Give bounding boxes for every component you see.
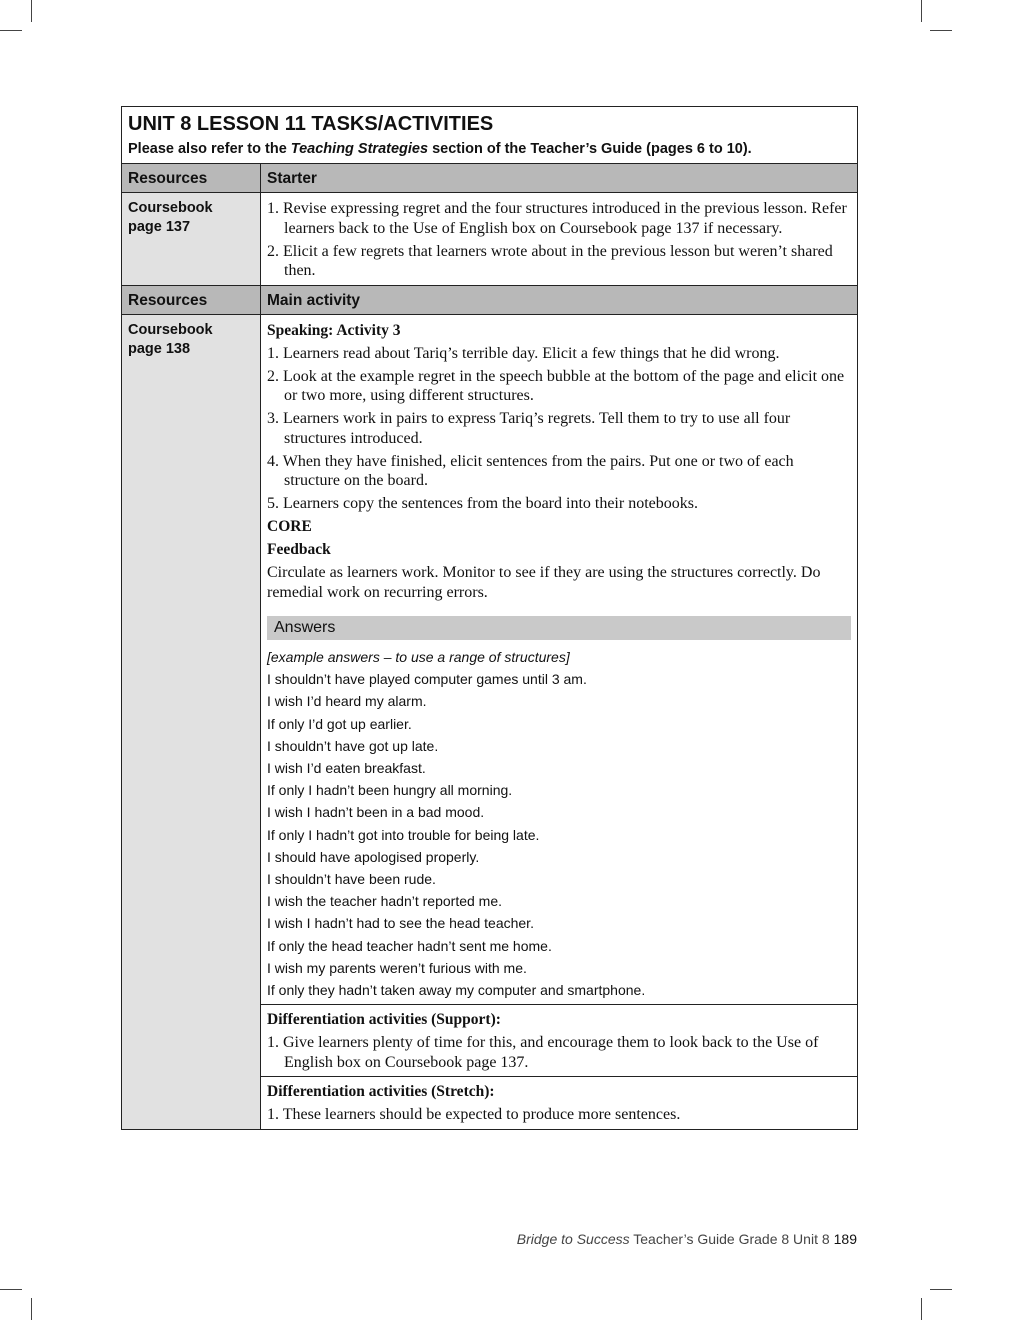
main-activity-heading: Main activity xyxy=(267,291,361,309)
list-item: 1. Revise expressing regret and the four structures introduced in the previous lesson. Refer learners back to the Use of English box on Coursebook page 137 if necessary. xyxy=(267,200,847,237)
answer-item: I shouldn’t have got up late. xyxy=(267,737,439,754)
answer-item: I shouldn’t have played computer games until 3 am. xyxy=(267,671,587,688)
main-header-row xyxy=(122,286,857,315)
support-label: Differentiation activities (Support): xyxy=(267,1011,501,1029)
activity-title: Speaking: Activity 3 xyxy=(267,321,401,339)
starter-heading: Starter xyxy=(267,170,317,187)
resource-line: page 137 xyxy=(128,219,191,235)
page-number: 189 xyxy=(833,1231,857,1247)
lesson-table xyxy=(121,106,858,1130)
starter-content xyxy=(261,193,857,285)
answer-item: If only I hadn’t been hungry all morning. xyxy=(267,782,513,799)
answer-item: I wish my parents weren’t furious with me. xyxy=(267,959,527,976)
answer-item: I wish the teacher hadn’t reported me. xyxy=(267,893,503,910)
answer-item: I wish I’d heard my alarm. xyxy=(267,693,427,710)
support-block xyxy=(261,1004,857,1076)
resources-heading: Resources xyxy=(128,170,208,187)
resource-line: Coursebook xyxy=(128,321,213,338)
stretch-label: Differentiation activities (Stretch): xyxy=(267,1083,495,1101)
crop-mark xyxy=(0,30,22,31)
lesson-title: UNIT 8 LESSON 11 TASKS/ACTIVITIES xyxy=(128,113,494,135)
subtitle-text: section of the Teacher’s Guide (pages 6 to 10). xyxy=(428,141,752,157)
feedback-label: Feedback xyxy=(267,541,331,558)
list-item: 2. Elicit a few regrets that learners wrote about in the previous lesson but weren’t shared then. xyxy=(267,242,833,279)
stretch-block xyxy=(261,1076,857,1129)
subtitle-emphasis: Teaching Strategies xyxy=(290,141,429,157)
core-label: CORE xyxy=(267,518,312,535)
crop-mark xyxy=(921,1298,922,1320)
feedback-text: Circulate as learners work. Monitor to see if they are using the structures correctly. Do remedial work on recurring errors. xyxy=(267,564,821,601)
subtitle-text: Please also refer to the xyxy=(128,141,291,157)
crop-mark xyxy=(31,1298,32,1320)
list-item: 1. Learners read about Tariq’s terrible day. Elicit a few things that he did wrong. xyxy=(267,344,780,362)
page-footer xyxy=(0,1231,857,1247)
main-body-row xyxy=(122,315,857,1129)
main-resource xyxy=(122,315,260,365)
list-item: 1. Give learners plenty of time for this, and encourage them to look back to the Use of English box on Coursebook page 137. xyxy=(267,1034,819,1071)
crop-mark xyxy=(31,0,32,22)
main-content xyxy=(261,315,857,1129)
lesson-header xyxy=(122,107,857,164)
resource-line: page 138 xyxy=(128,340,191,357)
crop-mark xyxy=(0,1289,22,1290)
resources-heading: Resources xyxy=(128,291,208,309)
answer-item: If only they hadn’t taken away my computer and smartphone. xyxy=(267,982,646,999)
answers-list xyxy=(261,640,857,1004)
resource-line: Coursebook xyxy=(128,200,213,216)
crop-mark xyxy=(930,1289,952,1290)
list-item: 3. Learners work in pairs to express Tariq’s regrets. Tell them to try to use all four structures introduced. xyxy=(267,410,791,447)
list-item: 4. When they have finished, elicit sentences from the pairs. Put one or two of each structure on the board. xyxy=(267,452,794,489)
list-item: 1. These learners should be expected to produce more sentences. xyxy=(267,1106,681,1124)
answer-item: If only I’d got up earlier. xyxy=(267,715,412,732)
footer-text: Teacher’s Guide Grade 8 Unit 8 xyxy=(629,1231,830,1247)
answer-item: I wish I hadn’t had to see the head teacher. xyxy=(267,915,534,932)
answer-item: I wish I’d eaten breakfast. xyxy=(267,760,426,777)
answers-intro: [example answers – to use a range of structures] xyxy=(267,649,570,665)
answer-item: I shouldn’t have been rude. xyxy=(267,871,436,888)
starter-header-row xyxy=(122,164,857,193)
answer-item: I should have apologised properly. xyxy=(267,848,480,865)
starter-resource xyxy=(122,193,260,243)
book-title: Bridge to Success xyxy=(516,1231,630,1247)
list-item: 5. Learners copy the sentences from the board into their notebooks. xyxy=(267,495,698,512)
crop-mark xyxy=(921,0,922,22)
crop-mark xyxy=(930,30,952,31)
lesson-subtitle xyxy=(128,139,851,159)
list-item: 2. Look at the example regret in the speech bubble at the bottom of the page and elicit one or two more, using different structures. xyxy=(267,367,845,404)
starter-body-row xyxy=(122,193,857,286)
answer-item: If only the head teacher hadn’t sent me home. xyxy=(267,937,552,954)
answers-heading: Answers xyxy=(267,616,851,640)
answer-item: I wish I hadn’t been in a bad mood. xyxy=(267,804,485,821)
answer-item: If only I hadn’t got into trouble for being late. xyxy=(267,826,540,843)
